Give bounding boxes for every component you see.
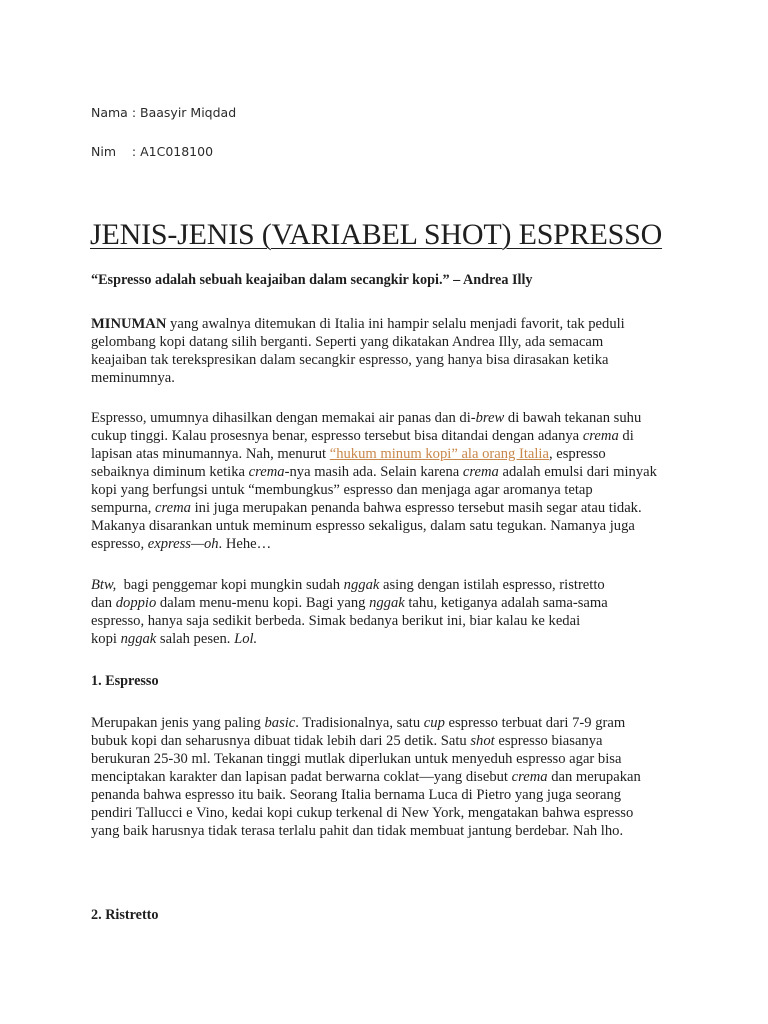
italic-term: crema	[462, 464, 499, 480]
italic-term: shot	[470, 733, 495, 749]
text-line: kopi yang berfungsi untuk “membungkus” espresso dan menjaga agar aromanya tetap	[91, 482, 593, 498]
italic-term: express—oh	[147, 536, 219, 552]
name-label: Nama :	[91, 105, 141, 120]
text-run: di	[618, 428, 634, 444]
text-run: dalam menu-menu kopi. Bagi yang	[156, 595, 370, 611]
nim-label: Nim :	[91, 144, 141, 159]
text-run: -nya masih ada. Selain karena	[284, 464, 463, 480]
italic-term: cup	[423, 715, 445, 731]
text-line: yang awalnya ditemukan di Italia ini hampir selalu menjadi favorit, tak peduli	[166, 316, 625, 332]
italic-term: crema	[155, 500, 191, 516]
italic-term: Lol.	[234, 631, 258, 647]
text-run: lapisan atas minumannya. Nah, menurut	[91, 446, 330, 462]
student-id	[91, 144, 213, 159]
text-run: di bawah tekanan suhu	[504, 410, 642, 426]
text-run: . Hehe…	[218, 536, 272, 552]
italic-term: Btw,	[91, 577, 117, 593]
italic-term: crema	[511, 769, 548, 785]
italic-term: doppio	[115, 595, 157, 611]
text-line: penanda bahwa espresso itu baik. Seorang Italia bernama Luca di Pietro yang juga seorang	[91, 787, 622, 803]
paragraph-intro	[91, 315, 691, 387]
text-line: keajaiban tak terekspresikan dalam secangkir espresso, yang hanya bisa dirasakan ketika	[91, 352, 609, 368]
text-line: gelombang kopi datang silih berganti. Seperti yang dikatakan Andrea Illy, ada semacam	[91, 334, 604, 350]
text-run: menciptakan karakter dan lapisan padat berwarna coklat—yang disebut	[91, 769, 512, 785]
text-run: Espresso, umumnya dihasilkan dengan memakai air panas dan di-	[91, 410, 476, 426]
text-run: kopi	[91, 631, 121, 647]
text-run: tahu, ketiganya adalah sama-sama	[404, 595, 608, 611]
text-line: espresso, hanya saja sedikit berbeda. Simak bedanya berikut ini, biar kalau ke kedai	[91, 613, 581, 629]
document-title: JENIS-JENIS (VARIABEL SHOT) ESPRESSO	[90, 218, 663, 251]
text-line: Makanya disarankan untuk meminum espresso sekaligus, dalam satu tegukan. Namanya juga	[91, 518, 635, 534]
text-line: yang baik harusnya tidak terasa terlalu pahit dan tidak membuat jantung berdebar. Nah lho.	[91, 823, 624, 839]
text-run: dan	[91, 595, 116, 611]
text-run: , espresso	[548, 446, 606, 462]
italic-term: nggak	[120, 631, 157, 647]
italic-term: crema	[248, 464, 285, 480]
text-run: espresso,	[91, 536, 148, 552]
text-line: meminumnya.	[91, 370, 175, 386]
italic-term: nggak	[369, 595, 405, 611]
text-run: Merupakan jenis yang paling	[91, 715, 265, 731]
text-line: pendiri Tallucci e Vino, kedai kopi cukup terkenal di New York, mengatakan bahwa espresso	[91, 805, 634, 821]
italic-term: nggak	[343, 577, 380, 593]
text-run: bagi penggemar kopi mungkin sudah	[116, 577, 344, 593]
text-run: sempurna,	[91, 500, 156, 516]
nim-value: A1C018100	[140, 144, 214, 159]
text-run: adalah emulsi dari minyak	[498, 464, 657, 480]
text-run: espresso terbuat dari 7-9 gram	[444, 715, 626, 731]
paragraph-espresso	[91, 409, 691, 553]
hukum-minum-kopi-link[interactable]: “hukum minum kopi” ala orang Italia	[329, 446, 549, 462]
text-run: . Tradisionalnya, satu	[295, 715, 424, 731]
section-heading-espresso: 1. Espresso	[91, 673, 159, 689]
text-run: ini juga merupakan penanda bahwa espresso tersebut masih segar atau tidak.	[190, 500, 642, 516]
student-name	[91, 105, 236, 120]
text-run: bubuk kopi dan seharusnya dibuat tidak lebih dari 25 detik. Satu	[91, 733, 471, 749]
italic-term: crema	[582, 428, 619, 444]
text-run: sebaiknya diminum ketika	[91, 464, 249, 480]
lead-word: MINUMAN	[91, 316, 167, 332]
italic-term: basic	[264, 715, 296, 731]
text-run: salah pesen.	[156, 631, 235, 647]
section-heading-ristretto: 2. Ristretto	[91, 907, 159, 923]
text-run: cukup tinggi. Kalau prosesnya benar, espresso tersebut bisa ditandai dengan adanya	[91, 428, 583, 444]
text-run: asing dengan istilah espresso, ristretto	[379, 577, 605, 593]
text-line: berukuran 25-30 ml. Tekanan tinggi mutlak diperlukan untuk menyeduh espresso agar bisa	[91, 751, 622, 767]
paragraph-btw	[91, 576, 691, 648]
text-run: espresso biasanya	[494, 733, 603, 749]
paragraph-section-espresso	[91, 714, 691, 840]
text-run: dan merupakan	[547, 769, 641, 785]
italic-term: brew	[475, 410, 505, 426]
name-value: Baasyir Miqdad	[140, 105, 237, 120]
epigraph-quote: “Espresso adalah sebuah keajaiban dalam secangkir kopi.” – Andrea Illy	[91, 272, 533, 288]
